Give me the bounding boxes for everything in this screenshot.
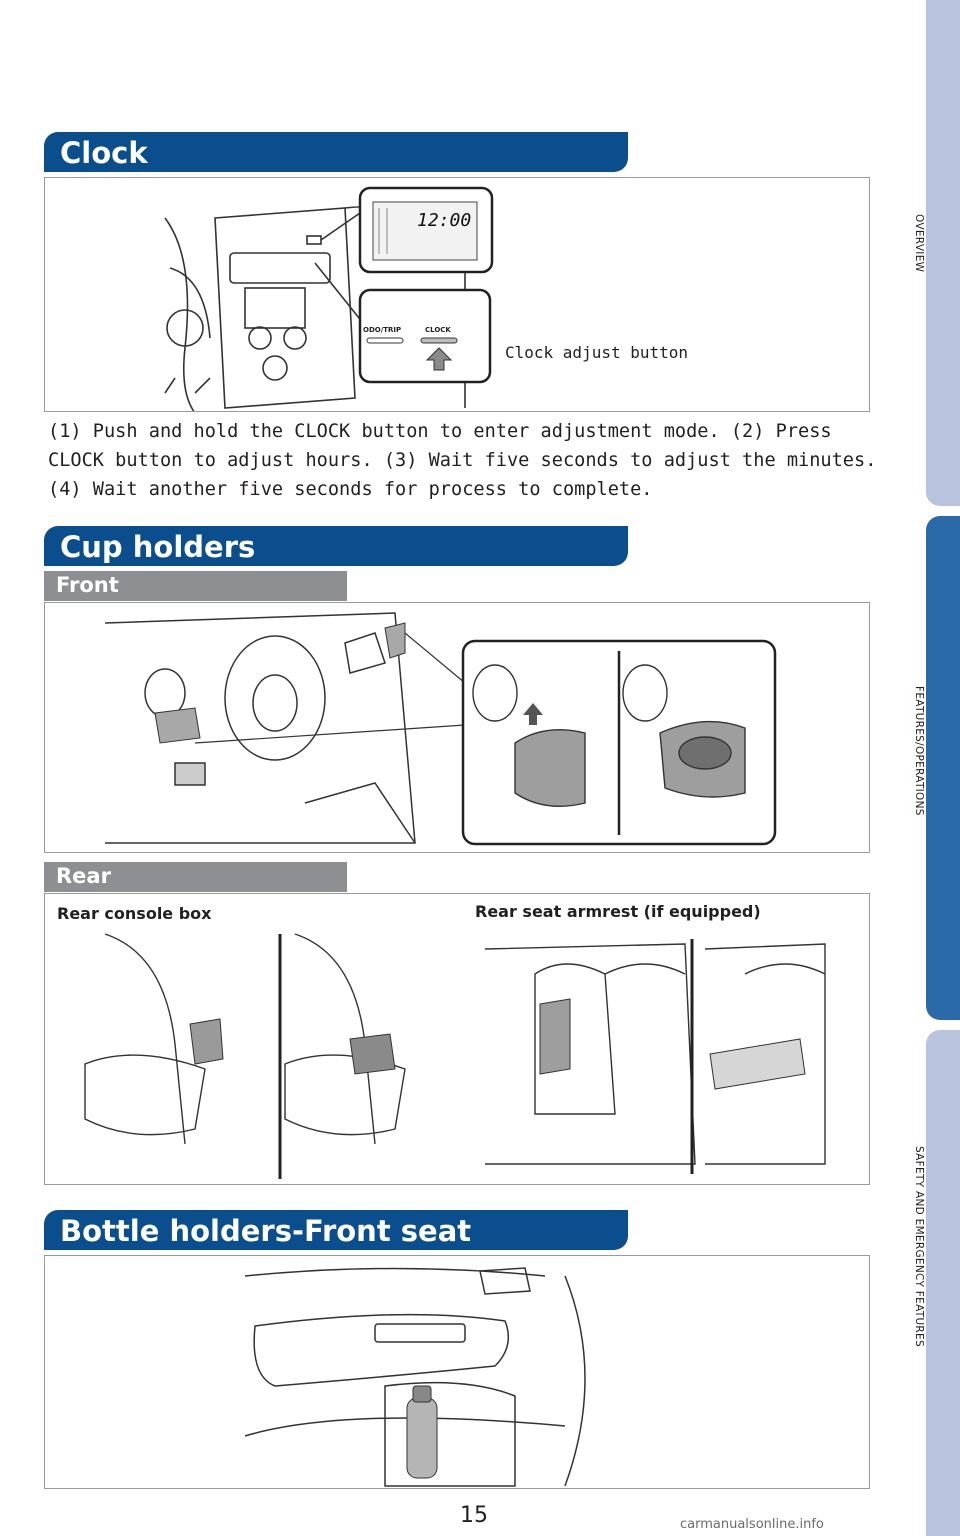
front-cupholder-illustration [45, 603, 870, 853]
rear-console-caption: Rear console box [57, 904, 212, 923]
rear-armrest-caption: Rear seat armrest (if equipped) [475, 902, 761, 921]
tab-overview[interactable] [926, 0, 960, 506]
page-number: 15 [460, 1503, 488, 1528]
cup-holders-section-title: Cup holders [44, 526, 628, 566]
side-label-safety: SAFETY AND EMERGENCY FEATURES [913, 1146, 925, 1347]
dashboard-clock-illustration [45, 178, 870, 412]
bottle-holders-section-title: Bottle holders-Front seat [44, 1210, 628, 1250]
rear-cupholder-illustration [45, 894, 870, 1185]
clock-label: CLOCK [425, 326, 451, 334]
clock-instructions [48, 417, 878, 504]
clock-section-title: Clock [44, 132, 628, 172]
instruction-line-3: (4) Wait another five seconds for process to complete. [48, 479, 653, 500]
side-label-features: FEATURES/OPERATIONS [913, 686, 925, 816]
tab-safety-emergency[interactable] [926, 1030, 960, 1536]
instruction-line-1: (1) Push and hold the CLOCK button to enter adjustment mode. (2) Press [48, 421, 832, 442]
front-cupholder-panel [44, 602, 870, 853]
front-subheading: Front [44, 571, 347, 601]
bottle-holder-panel [44, 1255, 870, 1489]
clock-display-time: 12:00 [417, 210, 472, 231]
clock-adjust-caption: Clock adjust button [505, 343, 689, 362]
odo-trip-label: ODO/TRIP [363, 326, 402, 334]
clock-illustration-panel [44, 177, 870, 412]
watermark: carmanualsonline.info [680, 1517, 824, 1532]
rear-subheading: Rear [44, 862, 347, 892]
rear-cupholder-panel [44, 893, 870, 1185]
instruction-line-2: CLOCK button to adjust hours. (3) Wait five seconds to adjust the minutes. [48, 450, 877, 471]
tab-features-operations[interactable] [926, 516, 960, 1020]
door-bottle-holder-illustration [45, 1256, 870, 1489]
side-label-overview: OVERVIEW [913, 214, 925, 273]
